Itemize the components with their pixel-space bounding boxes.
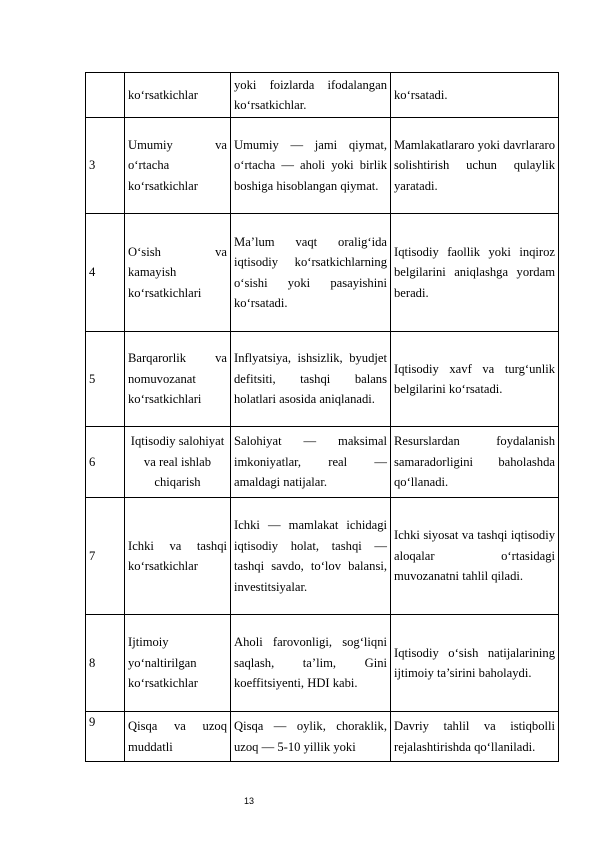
- role-cell: Ichki siyosat va tashqi iqtisodiy aloqalar o‘rtasidagi muvozanatni tahlil qiladi.: [391, 498, 559, 615]
- description-cell: Ichki — mamlakat ichidagi iqtisodiy holat, tashqi — tashqi savdo, to‘lov balansi, investitsiyalar.: [231, 498, 391, 615]
- description-cell: Inflyatsiya, ishsizlik, byudjet defitsiti, tashqi balans holatlari asosida aniqlanadi.: [231, 332, 391, 427]
- indicator-cell: Qisqa va uzoq muddatli: [125, 712, 231, 762]
- role-cell: Iqtisodiy xavf va turg‘unlik belgilarini ko‘rsatadi.: [391, 332, 559, 427]
- indicator-cell: Umumiy va o‘rtacha ko‘rsatkichlar: [125, 118, 231, 214]
- role-cell: Resurslardan foydalanish samaradorligini baholashda qo‘llanadi.: [391, 427, 559, 498]
- table-row: [86, 615, 559, 712]
- table-row: [86, 73, 559, 118]
- description-cell: yoki foizlarda ifodalangan ko‘rsatkichlar.: [231, 73, 391, 118]
- row-number: 3: [86, 118, 125, 214]
- description-cell: Qisqa — oylik, choraklik, uzoq — 5-10 yillik yoki: [231, 712, 391, 762]
- indicator-cell: Iqtisodiy salohiyat va real ishlab chiqarish: [125, 427, 231, 498]
- description-cell: Aholi farovonligi, sog‘liqni saqlash, ta’lim, Gini koeffitsiyenti, HDI kabi.: [231, 615, 391, 712]
- row-number: 6: [86, 427, 125, 498]
- indicator-cell: ko‘rsatkichlar: [125, 73, 231, 118]
- indicator-cell: Ichki va tashqi ko‘rsatkichlar: [125, 498, 231, 615]
- table-row: [86, 427, 559, 498]
- row-number: [86, 73, 125, 118]
- role-cell: Davriy tahlil va istiqbolli rejalashtirishda qo‘llaniladi.: [391, 712, 559, 762]
- role-cell: ko‘rsatadi.: [391, 73, 559, 118]
- description-cell: Salohiyat — maksimal imkoniyatlar, real — amaldagi natijalar.: [231, 427, 391, 498]
- indicator-cell: O‘sish va kamayish ko‘rsatkichlari: [125, 214, 231, 332]
- indicator-cell: Ijtimoiy yo‘naltirilgan ko‘rsatkichlar: [125, 615, 231, 712]
- row-number: 7: [86, 498, 125, 615]
- description-cell: Umumiy — jami qiymat, o‘rtacha — aholi yoki birlik boshiga hisoblangan qiymat.: [231, 118, 391, 214]
- role-cell: Iqtisodiy faollik yoki inqiroz belgilarini aniqlashga yordam beradi.: [391, 214, 559, 332]
- table-row: [86, 118, 559, 214]
- role-cell: Mamlakatlararo yoki davrlararo solishtirish uchun qulaylik yaratadi.: [391, 118, 559, 214]
- table-row: [86, 332, 559, 427]
- table-row: [86, 712, 559, 762]
- row-number: 5: [86, 332, 125, 427]
- table-row: [86, 498, 559, 615]
- page-number: 13: [244, 796, 255, 806]
- row-number: 9: [86, 712, 125, 762]
- row-number: 8: [86, 615, 125, 712]
- description-cell: Ma’lum vaqt oralig‘ida iqtisodiy ko‘rsatkichlarning o‘sishi yoki pasayishini ko‘rsatadi.: [231, 214, 391, 332]
- table-row: [86, 214, 559, 332]
- row-number: 4: [86, 214, 125, 332]
- role-cell: Iqtisodiy o‘sish natijalarining ijtimoiy ta’sirini baholaydi.: [391, 615, 559, 712]
- indicators-table: [85, 72, 559, 762]
- indicator-cell: Barqarorlik va nomuvozanat ko‘rsatkichlari: [125, 332, 231, 427]
